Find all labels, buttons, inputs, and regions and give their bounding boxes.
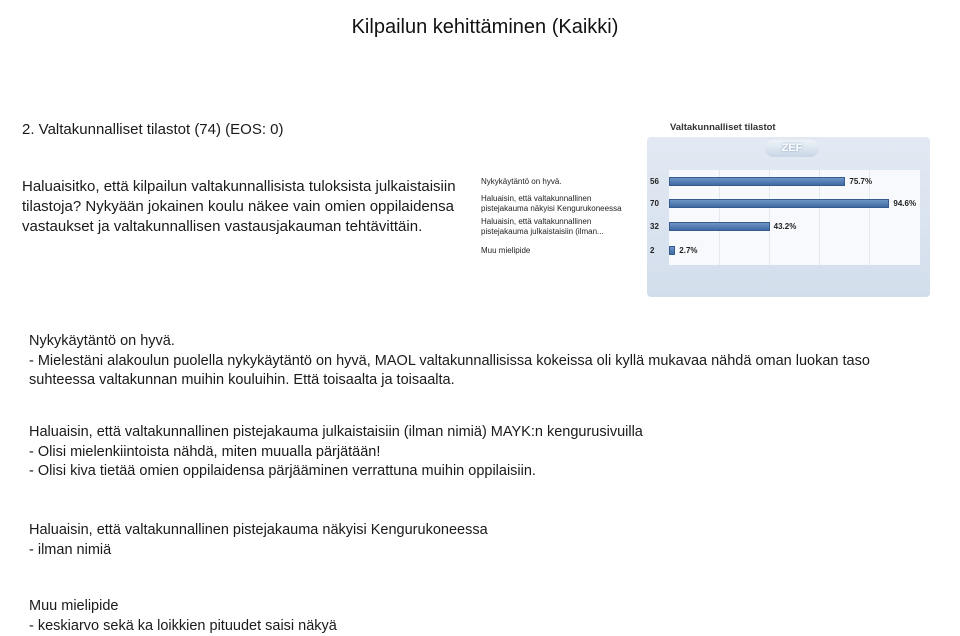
comment-line: - ilman nimiä [29, 541, 939, 561]
comment-heading: Haluaisin, että valtakunnallinen pistejakauma näkyisi Kengurukoneessa [29, 521, 939, 541]
comment-heading: Nykykäytäntö on hyvä. [29, 332, 939, 352]
comment-line: suhteessa valtakunnan muihin kouluihin. Että toisaalta ja toisaalta. [29, 371, 939, 391]
count-label: 32 [650, 222, 659, 231]
category-label-line: Haluaisin, että valtakunnallinen [481, 217, 604, 227]
question-text [22, 177, 482, 237]
comment-line: - Mielestäni alakoulun puolella nykykäytäntö on hyvä, MAOL valtakunnallisissa kokeissa oli kyllä mukavaa nähdä oman luokan taso [29, 352, 939, 372]
zef-logo: ZEF [765, 140, 819, 157]
value-label: 75.7% [849, 177, 872, 186]
category-label-line: Muu mielipide [481, 246, 530, 256]
category-label-line: pistejakauma julkaistaisiin (ilman... [481, 227, 604, 237]
count-label: 56 [650, 177, 659, 186]
comment-heading: Haluaisin, että valtakunnallinen pistejakauma julkaistaisiin (ilman nimiä) MAYK:n kengurusivuilla [29, 423, 939, 443]
category-label [481, 194, 622, 214]
question-line: vastaukset ja valtakunnallisen vastausjakauman tehtävittäin. [22, 217, 482, 237]
bar [669, 222, 770, 231]
value-label: 94.6% [893, 199, 916, 208]
comment-line: - keskiarvo sekä ka loikkien pituudet saisi näkyä [29, 617, 939, 636]
question-line: Haluaisitko, että kilpailun valtakunnallisista tuloksista julkaistaisiin [22, 177, 482, 197]
category-label [481, 217, 604, 237]
comment-block [29, 423, 939, 482]
bar [669, 246, 675, 255]
comment-block [29, 332, 939, 391]
value-label: 43.2% [774, 222, 797, 231]
comment-block [29, 597, 939, 636]
bar [669, 177, 845, 186]
comment-line: - Olisi kiva tietää omien oppilaidensa pärjääminen verrattuna muihin oppilaisiin. [29, 462, 939, 482]
comment-block [29, 521, 939, 560]
chart-title: Valtakunnalliset tilastot [670, 122, 776, 133]
comment-heading: Muu mielipide [29, 597, 939, 617]
value-label: 2.7% [679, 246, 697, 255]
count-label: 2 [650, 246, 654, 255]
category-label-line: Nykykäytäntö on hyvä. [481, 177, 561, 187]
category-label [481, 246, 530, 256]
category-label-line: pistejakauma näkyisi Kengurukoneessa [481, 204, 622, 214]
page-title: Kilpailun kehittäminen (Kaikki) [0, 16, 960, 39]
section-heading: 2. Valtakunnalliset tilastot (74) (EOS: 0) [22, 121, 284, 138]
question-line: tilastoja? Nykyään jokainen koulu näkee vain omien oppilaidensa [22, 197, 482, 217]
category-label [481, 177, 561, 187]
comment-line: - Olisi mielenkiintoista nähdä, miten muualla pärjätään! [29, 443, 939, 463]
category-label-line: Haluaisin, että valtakunnallinen [481, 194, 622, 204]
bar [669, 199, 889, 208]
count-label: 70 [650, 199, 659, 208]
